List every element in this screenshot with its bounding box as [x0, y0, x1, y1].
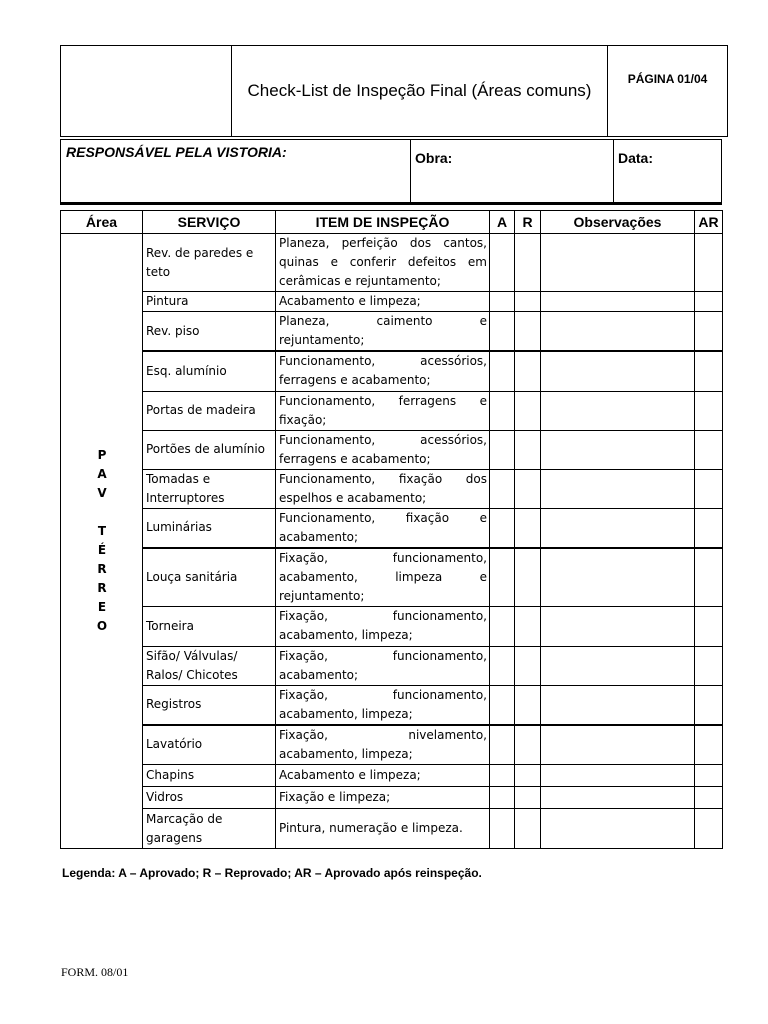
observations-cell[interactable]	[541, 430, 695, 469]
table-row	[61, 606, 723, 646]
column-header-service: SERVIÇO	[143, 211, 276, 234]
table-row	[61, 765, 723, 787]
inspection-item-cell: Fixação e limpeza;	[276, 787, 490, 809]
observations-cell[interactable]	[541, 312, 695, 352]
rejected-cell[interactable]	[515, 351, 541, 391]
service-cell: Esq. alumínio	[143, 351, 276, 391]
observations-cell[interactable]	[541, 234, 695, 292]
approved-cell[interactable]	[490, 725, 515, 765]
observations-cell[interactable]	[541, 351, 695, 391]
table-row	[61, 548, 723, 607]
inspection-item-cell: Pintura, numeração e limpeza.	[276, 809, 490, 849]
rejected-cell[interactable]	[515, 809, 541, 849]
approved-cell[interactable]	[490, 312, 515, 352]
observations-cell[interactable]	[541, 391, 695, 430]
inspection-info-row	[60, 139, 722, 205]
service-cell: Rev. de paredes e teto	[143, 234, 276, 292]
service-cell: Portões de alumínio	[143, 430, 276, 469]
table-row	[61, 725, 723, 765]
service-cell: Lavatório	[143, 725, 276, 765]
column-header-approved: A	[490, 211, 515, 234]
observations-cell[interactable]	[541, 787, 695, 809]
approved-cell[interactable]	[490, 787, 515, 809]
rejected-cell[interactable]	[515, 508, 541, 548]
rejected-cell[interactable]	[515, 312, 541, 352]
inspection-item-cell: Acabamento e limpeza;	[276, 765, 490, 787]
rejected-cell[interactable]	[515, 606, 541, 646]
form-code: FORM. 08/01	[61, 965, 129, 979]
service-cell: Pintura	[143, 292, 276, 312]
service-cell: Sifão/ Válvulas/ Ralos/ Chicotes	[143, 646, 276, 685]
reapproved-cell[interactable]	[695, 391, 723, 430]
obra-field[interactable]: Obra:	[411, 140, 614, 202]
inspection-item-cell: Fixação, nivelamento, acabamento, limpeza;	[276, 725, 490, 765]
inspection-item-cell: Funcionamento, acessórios, ferragens e acabamento;	[276, 351, 490, 391]
reapproved-cell[interactable]	[695, 765, 723, 787]
inspection-item-cell: Fixação, funcionamento, acabamento, limpeza e rejuntamento;	[276, 548, 490, 607]
rejected-cell[interactable]	[515, 234, 541, 292]
inspection-item-cell: Funcionamento, fixação dos espelhos e acabamento;	[276, 469, 490, 508]
approved-cell[interactable]	[490, 765, 515, 787]
table-row	[61, 469, 723, 508]
rejected-cell[interactable]	[515, 787, 541, 809]
column-header-area: Área	[61, 211, 143, 234]
table-body	[61, 234, 723, 849]
observations-cell[interactable]	[541, 809, 695, 849]
inspection-item-cell: Acabamento e limpeza;	[276, 292, 490, 312]
reapproved-cell[interactable]	[695, 234, 723, 292]
service-cell: Tomadas e Interruptores	[143, 469, 276, 508]
reapproved-cell[interactable]	[695, 606, 723, 646]
inspection-item-cell: Fixação, funcionamento, acabamento, limpeza;	[276, 685, 490, 725]
inspection-item-cell: Planeza, perfeição dos cantos, quinas e conferir defeitos em cerâmicas e rejuntamento;	[276, 234, 490, 292]
date-field[interactable]: Data:	[618, 150, 654, 166]
service-cell: Marcação de garagens	[143, 809, 276, 849]
service-cell: Chapins	[143, 765, 276, 787]
form-title: Check-List de Inspeção Final (Áreas comuns)	[232, 46, 608, 136]
reapproved-cell[interactable]	[695, 508, 723, 548]
column-header-reapproved: AR	[695, 211, 723, 234]
table-row	[61, 351, 723, 391]
table-row	[61, 391, 723, 430]
rejected-cell[interactable]	[515, 469, 541, 508]
reapproved-cell[interactable]	[695, 292, 723, 312]
column-header-observations: Observações	[541, 211, 695, 234]
approved-cell[interactable]	[490, 809, 515, 849]
observations-cell[interactable]	[541, 606, 695, 646]
approved-cell[interactable]	[490, 548, 515, 607]
inspection-table	[60, 210, 723, 849]
table-header-row	[61, 211, 723, 234]
rejected-cell[interactable]	[515, 292, 541, 312]
approved-cell[interactable]	[490, 469, 515, 508]
observations-cell[interactable]	[541, 765, 695, 787]
reapproved-cell[interactable]	[695, 787, 723, 809]
reapproved-cell[interactable]	[695, 469, 723, 508]
reapproved-cell[interactable]	[695, 312, 723, 352]
legend: Legenda: A – Aprovado; R – Reprovado; AR – Aprovado após reinspeção.	[62, 866, 482, 880]
approved-cell[interactable]	[490, 508, 515, 548]
table-row	[61, 685, 723, 725]
approved-cell[interactable]	[490, 292, 515, 312]
table-row	[61, 809, 723, 849]
observations-cell[interactable]	[541, 548, 695, 607]
rejected-cell[interactable]	[515, 685, 541, 725]
reapproved-cell[interactable]	[695, 351, 723, 391]
table-row	[61, 292, 723, 312]
inspection-item-cell: Planeza, caimento e rejuntamento;	[276, 312, 490, 352]
observations-cell[interactable]	[541, 469, 695, 508]
approved-cell[interactable]	[490, 391, 515, 430]
service-cell: Rev. piso	[143, 312, 276, 352]
rejected-cell[interactable]	[515, 391, 541, 430]
table-row	[61, 508, 723, 548]
inspection-item-cell: Funcionamento, acessórios, ferragens e acabamento;	[276, 430, 490, 469]
approved-cell[interactable]	[490, 646, 515, 685]
service-cell: Luminárias	[143, 508, 276, 548]
form-header	[60, 45, 728, 137]
reapproved-cell[interactable]	[695, 809, 723, 849]
reapproved-cell[interactable]	[695, 646, 723, 685]
area-cell	[61, 234, 143, 849]
table-row	[61, 234, 723, 292]
logo-cell	[61, 46, 232, 136]
approved-cell[interactable]	[490, 606, 515, 646]
column-header-item: ITEM DE INSPEÇÃO	[276, 211, 490, 234]
table-row	[61, 430, 723, 469]
rejected-cell[interactable]	[515, 765, 541, 787]
responsible-field[interactable]: RESPONSÁVEL PELA VISTORIA:	[61, 140, 411, 202]
rejected-cell[interactable]	[515, 646, 541, 685]
table-row	[61, 787, 723, 809]
observations-cell[interactable]	[541, 725, 695, 765]
inspection-item-cell: Funcionamento, fixação e acabamento;	[276, 508, 490, 548]
rejected-cell[interactable]	[515, 725, 541, 765]
reapproved-cell[interactable]	[695, 725, 723, 765]
column-header-rejected: R	[515, 211, 541, 234]
observations-cell[interactable]	[541, 292, 695, 312]
rejected-cell[interactable]	[515, 430, 541, 469]
reapproved-cell[interactable]	[695, 430, 723, 469]
inspection-item-cell: Fixação, funcionamento, acabamento, limpeza;	[276, 606, 490, 646]
approved-cell[interactable]	[490, 351, 515, 391]
reapproved-cell[interactable]	[695, 685, 723, 725]
observations-cell[interactable]	[541, 646, 695, 685]
inspection-item-cell: Fixação, funcionamento, acabamento;	[276, 646, 490, 685]
area-label: P A V T É R R E O	[96, 448, 108, 633]
service-cell: Louça sanitária	[143, 548, 276, 607]
approved-cell[interactable]	[490, 685, 515, 725]
service-cell: Torneira	[143, 606, 276, 646]
approved-cell[interactable]	[490, 234, 515, 292]
rejected-cell[interactable]	[515, 548, 541, 607]
reapproved-cell[interactable]	[695, 548, 723, 607]
table-row	[61, 312, 723, 352]
observations-cell[interactable]	[541, 685, 695, 725]
inspection-item-cell: Funcionamento, ferragens e fixação;	[276, 391, 490, 430]
service-cell: Vidros	[143, 787, 276, 809]
table-row	[61, 646, 723, 685]
service-cell: Registros	[143, 685, 276, 725]
service-cell: Portas de madeira	[143, 391, 276, 430]
observations-cell[interactable]	[541, 508, 695, 548]
page-number: PÁGINA 01/04	[627, 72, 708, 86]
approved-cell[interactable]	[490, 430, 515, 469]
